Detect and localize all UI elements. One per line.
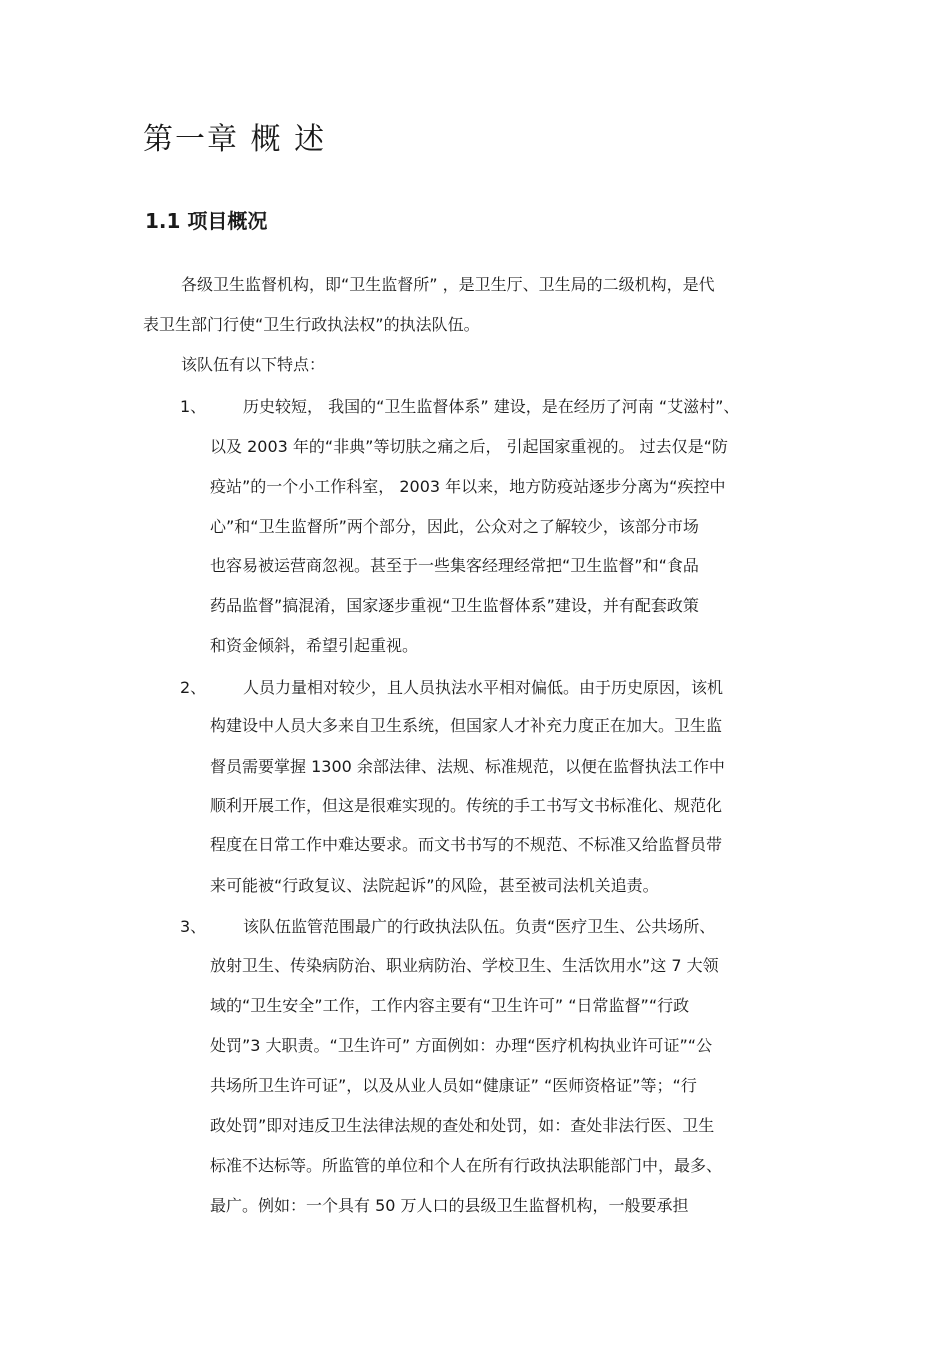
chapter-title: 第一章 概 述 (143, 122, 327, 157)
item-line: 共场所卫生许可证”，以及从业人员如“健康证” “医师资格证”等；“行 (210, 1076, 697, 1095)
item-line: 也容易被运营商忽视。甚至于一些集客经理经常把“卫生监督”和“食品 (210, 556, 699, 575)
intro-line: 该队伍有以下特点： (181, 355, 326, 374)
item-line: 以及 2003 年的“非典”等切肤之痛之后， 引起国家重视的。 过去仅是“防 (210, 437, 728, 456)
item-line: 域的“卫生安全”工作，工作内容主要有“卫生许可” “日常监督”“行政 (210, 996, 690, 1015)
item-line: 顺利开展工作，但这是很难实现的。传统的手工书写文书标准化、规范化 (210, 796, 723, 815)
item-line: 政处罚”即对违反卫生法律法规的查处和处罚，如：查处非法行医、卫生 (210, 1116, 715, 1135)
item-line: 人员力量相对较少，且人员执法水平相对偏低。由于历史原因，该机 (243, 678, 724, 697)
item-line: 来可能被“行政复议、法院起诉”的风险，甚至被司法机关追责。 (210, 876, 659, 895)
item-line: 该队伍监管范围最广的行政执法队伍。负责“医疗卫生、公共场所、 (243, 917, 716, 936)
item-line: 构建设中人员大多来自卫生系统，但国家人才补充力度正在加大。卫生监 (210, 716, 723, 735)
item-line: 标准不达标等。所监管的单位和个人在所有行政执法职能部门中，最多、 (210, 1156, 723, 1175)
item-line: 和资金倾斜，希望引起重视。 (210, 636, 419, 655)
item-line: 疫站”的一个小工作科室， 2003 年以来，地方防疫站逐步分离为“疾控中 (210, 477, 726, 496)
item-line: 处罚”3 大职责。“卫生许可” 方面例如：办理“医疗机构执业许可证”“公 (210, 1036, 713, 1055)
item-line: 程度在日常工作中难达要求。而文书书写的不规范、不标准又给监督员带 (210, 835, 723, 854)
item-number: 3、 (180, 917, 207, 936)
item-number: 1、 (180, 397, 207, 416)
item-line: 历史较短， 我国的“卫生监督体系” 建设，是在经历了河南 “艾滋村”、 (243, 397, 740, 416)
item-line: 放射卫生、传染病防治、职业病防治、学校卫生、生活饮用水”这 7 大领 (210, 956, 719, 975)
intro-line: 表卫生部门行使“卫生行政执法权”的执法队伍。 (143, 315, 480, 334)
item-number: 2、 (180, 678, 207, 697)
item-line: 药品监督”搞混淆，国家逐步重视“卫生监督体系”建设，并有配套政策 (210, 596, 699, 615)
item-line: 心”和“卫生监督所”两个部分，因此，公众对之了解较少，该部分市场 (210, 517, 699, 536)
item-line: 督员需要掌握 1300 余部法律、法规、标准规范，以便在监督执法工作中 (210, 757, 725, 776)
intro-line: 各级卫生监督机构，即“卫生监督所” ，是卫生厅、卫生局的二级机构，是代 (181, 275, 715, 294)
section-title: 1.1 项目概况 (145, 209, 268, 233)
item-line: 最广。例如：一个具有 50 万人口的县级卫生监督机构，一般要承担 (210, 1196, 689, 1215)
